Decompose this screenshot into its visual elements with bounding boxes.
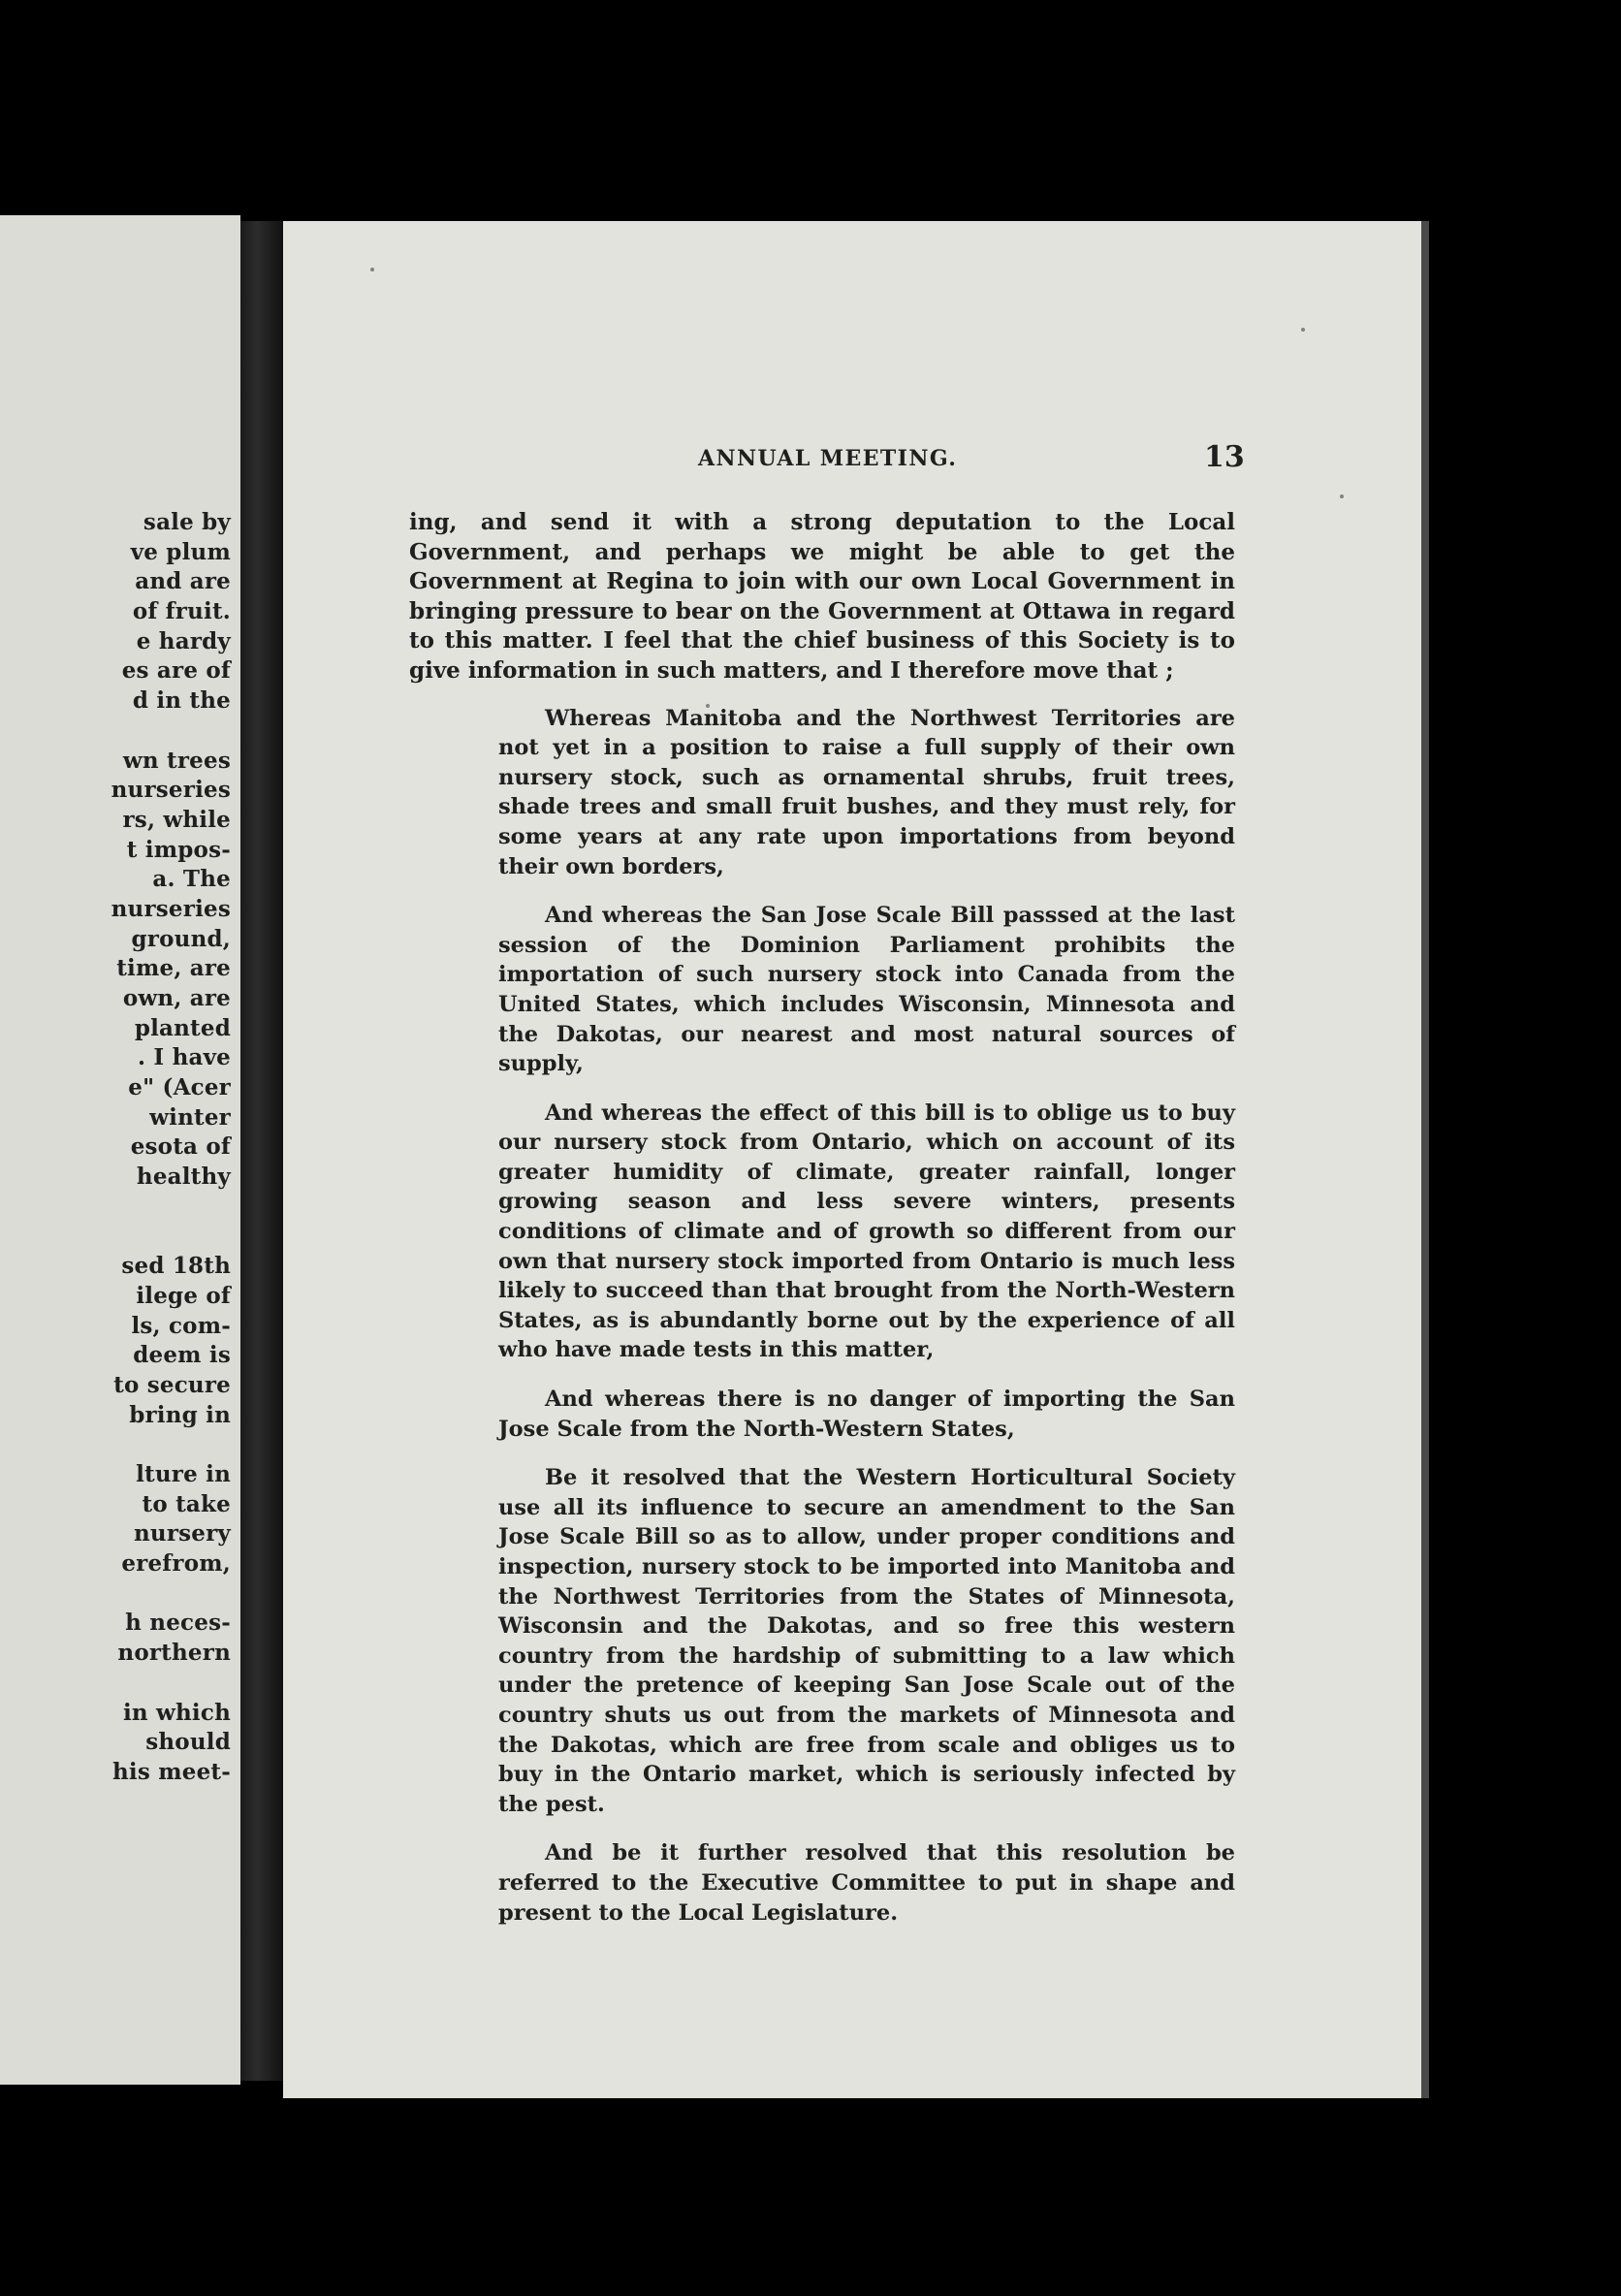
left-line: deem is [133,1342,231,1369]
left-line: e hardy [136,627,231,654]
left-line: nurseries [111,777,231,804]
left-line: time, are [116,955,231,982]
left-line: nursery [133,1520,231,1547]
left-line: ls, com- [131,1312,231,1339]
resolution-further-resolved: And be it further resolved that this resolution be referred to the Executive Committee to put in shape and present to the Local Legislature. [498,1840,1235,1926]
left-line: winter [149,1103,231,1131]
left-line: healthy [136,1164,231,1191]
left-line: d in the [132,687,231,715]
resolution-be-it-resolved: Be it resolved that the Western Horticultural Society use all its influence to secure an amendment to the San Jose Scale Bill so as to allow, under proper conditions and inspection, nursery stock to be imported into Manitoba and the Northwest Territories from the States of Minnesota, Wisconsin and the Dakotas, and so free this western country from the hardship of submitting to a law which under the pretence of keeping San Jose Scale out of the country shuts us out from the markets of Minnesota and the Dakotas, which are free from scale and obliges us to buy in the Ontario market, which is seriously infected by the pest. [498,1465,1235,1817]
book-gutter [240,221,283,2081]
left-line: sed 18th [121,1253,231,1280]
left-line: e" (Acer [128,1074,231,1101]
left-line: planted [134,1014,231,1041]
paper-speck [370,268,374,271]
left-line [2,1430,231,1460]
page-header [283,440,1421,485]
left-page [0,215,240,2085]
left-line: ve plum [130,538,231,565]
resolution-whereas-supply: Whereas Manitoba and the Northwest Territories are not yet in a position to raise a full supply of their own nursery stock, such as ornamental shrubs, fruit trees, shade trees and small fruit bushes, and they must rely, for some years at any rate upon importations from beyond their own borders, [498,705,1235,879]
left-line: erefrom, [121,1550,231,1578]
intro-paragraph: ing, and send it with a strong deputation to the Local Government, and perhaps we might be able to get the Government at Regina to join with our own Local Government in bringing pressure to bear on the Government at Ottawa in regard to this matter. I feel that the chief business of this Society is to give information in such matters, and I therefore move that ; [409,509,1235,684]
left-line [2,1669,231,1699]
left-line: bring in [129,1401,231,1428]
left-line: nurseries [111,895,231,922]
running-head: ANNUAL MEETING. [698,446,958,471]
right-page [283,221,1429,2098]
page-body [409,508,1235,1947]
left-line [2,1193,231,1223]
left-line: es are of [121,657,231,685]
left-line: wn trees [122,747,231,774]
paper-speck [1340,494,1344,498]
left-line: t impos- [126,836,231,863]
resolution-whereas-effect: And whereas the effect of this bill is to oblige us to buy our nursery stock from Ontario, which on account of its greater humidity of climate, greater rainfall, longer growing season and less severe winters, presents conditions of climate and of growth so different from our own that nursery stock imported from Ontario is much less likely to succeed than that brought from the North-Western States, as is abundantly borne out by the experience of all who have made tests in this matter, [498,1100,1235,1363]
left-line: h neces- [125,1610,231,1637]
left-line: lture in [136,1461,231,1487]
left-line: ilege of [136,1282,231,1309]
left-line [2,717,231,747]
resolution-whereas-bill: And whereas the San Jose Scale Bill passsed at the last session of the Dominion Parliament prohibits the importation of such nursery stock into Canada from the United States, which includes Wisconsin, Minnesota and the Dakotas, our nearest and most natural sources of supply, [498,903,1235,1077]
left-line [2,1223,231,1253]
left-line: sale by [143,509,231,535]
left-line: a. The [152,866,231,893]
left-line: to take [142,1490,231,1517]
paper-speck [1301,328,1305,332]
resolution-whereas-no-danger: And whereas there is no danger of importing the San Jose Scale from the North-Western States, [498,1387,1235,1442]
left-line: to secure [113,1371,231,1398]
left-line: northern [117,1640,231,1667]
left-line: rs, while [122,806,231,833]
left-page-text-fragments [2,508,231,1788]
left-line [2,1579,231,1610]
left-line: . I have [137,1044,231,1071]
left-line: and are [135,568,231,595]
left-line: should [145,1729,231,1756]
left-line: his meet- [112,1758,231,1785]
left-line: of fruit. [132,598,231,625]
page-number: 13 [1204,440,1245,474]
left-line: own, are [122,985,231,1011]
left-line: in which [122,1699,231,1726]
left-line: ground, [131,925,231,952]
left-line: esota of [130,1133,231,1161]
